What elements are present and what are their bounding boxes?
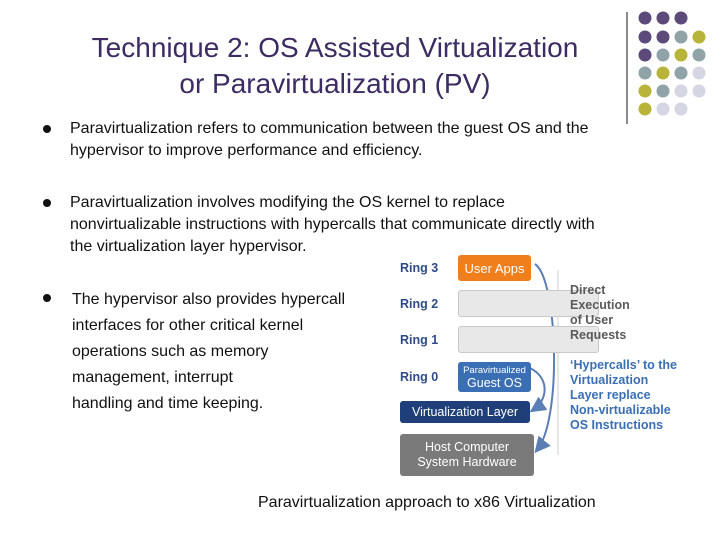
- bullet-dot: [43, 199, 51, 207]
- bullet-2-line-3: the virtualization layer hypervisor.: [70, 238, 307, 255]
- hypercalls-line: OS Instructions: [570, 418, 664, 432]
- dot: [675, 67, 688, 80]
- dot: [639, 67, 652, 80]
- dot: [657, 67, 670, 80]
- direct-execution-line: of User: [570, 313, 614, 327]
- ring-0-label: Ring 0: [400, 370, 439, 384]
- bullet-2: [70, 192, 595, 258]
- dot: [657, 31, 670, 44]
- guest-os-box: [458, 362, 531, 392]
- dot: [693, 31, 706, 44]
- bullet-3-line-3: operations such as memory: [72, 343, 269, 360]
- dot: [639, 49, 652, 62]
- figure-caption: Paravirtualization approach to x86 Virtualization: [258, 494, 596, 511]
- title-line-1: Technique 2: OS Assisted Virtualization: [91, 32, 579, 63]
- dot: [675, 31, 688, 44]
- guest-os-large-text: Guest OS: [467, 376, 522, 390]
- bullet-1-line-1: Paravirtualization refers to communication between the guest OS and the: [70, 120, 589, 137]
- bullet-dot: [43, 125, 51, 133]
- bullet-2-line-2: nonvirtualizable instructions with hypercalls that communicate directly with: [70, 216, 595, 233]
- hypercalls-note: [570, 358, 677, 433]
- bullet-3-line-5: handling and time keeping.: [72, 395, 264, 412]
- title-line-2: or Paravirtualization (PV): [179, 68, 491, 99]
- hypercalls-line: Virtualization: [570, 373, 649, 387]
- bullet-2-line-1: Paravirtualization involves modifying the OS kernel to replace: [70, 194, 505, 211]
- paravirtualization-diagram: [390, 250, 710, 480]
- dot: [639, 85, 652, 98]
- dot: [693, 85, 706, 98]
- dot: [675, 49, 688, 62]
- bullet-3-line-4: management, interrupt: [72, 369, 233, 386]
- guest-os-small-text: Paravirtualized: [463, 365, 526, 376]
- bullet-3-line-2: interfaces for other critical kernel: [72, 317, 304, 334]
- host-line-2: System Hardware: [417, 455, 517, 469]
- dot: [693, 67, 706, 80]
- hypercalls-line: Layer replace: [570, 388, 651, 402]
- dot: [657, 103, 670, 116]
- dot: [639, 31, 652, 44]
- ring-3-label: Ring 3: [400, 261, 439, 275]
- ring-2-label: Ring 2: [400, 297, 439, 311]
- ring-1-label: Ring 1: [400, 333, 439, 347]
- dot: [657, 49, 670, 62]
- virtualization-layer-box: Virtualization Layer: [400, 401, 530, 423]
- dot: [657, 85, 670, 98]
- decorative-dot-grid: [0, 0, 720, 130]
- hypercall-arrow: [530, 368, 545, 410]
- direct-execution-line: Direct: [570, 283, 606, 297]
- dot: [675, 12, 688, 25]
- dot: [675, 85, 688, 98]
- bullet-3: [72, 287, 345, 417]
- dot: [657, 12, 670, 25]
- dot: [693, 49, 706, 62]
- hypercalls-line: ‘Hypercalls’ to the: [570, 358, 677, 372]
- host-hardware-box: [400, 434, 534, 476]
- bullet-3-line-1: The hypervisor also provides hypercall: [72, 291, 346, 308]
- direct-execution-line: Requests: [570, 328, 627, 342]
- bullet-1: [70, 118, 589, 162]
- dot: [639, 103, 652, 116]
- user-apps-box: User Apps: [458, 255, 531, 281]
- direct-execution-note: [570, 283, 630, 343]
- direct-execution-line: Execution: [570, 298, 630, 312]
- bullet-dot: [43, 294, 51, 302]
- bullet-1-line-2: hypervisor to improve performance and efficiency.: [70, 142, 423, 159]
- dot: [675, 103, 688, 116]
- host-line-1: Host Computer: [424, 440, 510, 454]
- dot: [639, 12, 652, 25]
- hypercalls-line: Non-virtualizable: [570, 403, 671, 417]
